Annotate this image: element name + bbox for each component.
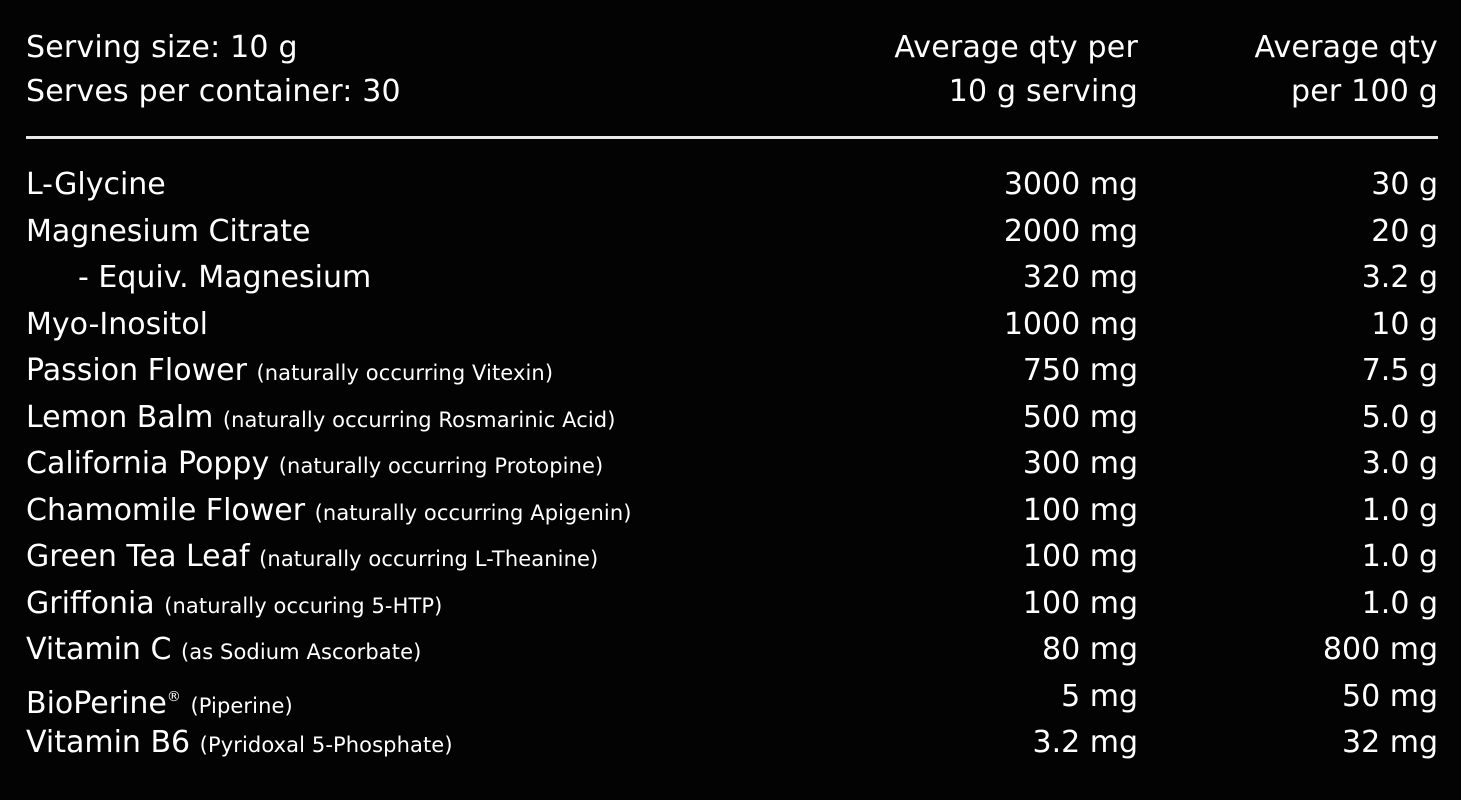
qty-per-serving: 320 mg <box>1022 260 1138 295</box>
column-header-per-100g: Average qty per 100 g <box>1254 30 1438 109</box>
ingredient-name: Myo-Inositol <box>26 306 209 342</box>
qty-per-100g: 800 mg <box>1322 632 1438 667</box>
ingredient-note: (as Sodium Ascorbate) <box>180 640 422 664</box>
table-row <box>26 441 1438 488</box>
qty-per-100g: 32 mg <box>1342 725 1438 760</box>
qty-per-100g: 7.5 g <box>1361 353 1438 388</box>
qty-per-100g: 10 g <box>1371 306 1438 342</box>
qty-per-serving: 2000 mg <box>1003 213 1138 249</box>
table-row <box>26 627 1438 674</box>
qty-per-serving: 1000 mg <box>1003 306 1138 342</box>
qty-per-100g: 3.0 g <box>1361 446 1438 481</box>
qty-per-100g: 1.0 g <box>1361 492 1438 528</box>
ingredient-name: Lemon Balm (naturally occurring Rosmarinic Acid) <box>26 399 616 435</box>
table-row <box>26 720 1438 767</box>
qty-per-100g: 5.0 g <box>1361 399 1438 435</box>
table-row <box>26 209 1438 256</box>
table-row <box>26 534 1438 581</box>
panel-header <box>26 26 1438 122</box>
qty-per-100g: 30 g <box>1371 167 1438 202</box>
qty-per-100g: 20 g <box>1371 213 1438 249</box>
ingredient-note: (naturally occurring Protopine) <box>278 454 604 478</box>
qty-per-100g: 3.2 g <box>1361 260 1438 295</box>
ingredient-note: (naturally occurring L-Theanine) <box>259 547 599 571</box>
table-row <box>26 674 1438 721</box>
header-divider <box>26 136 1438 139</box>
ingredient-note: (Piperine) <box>190 693 293 718</box>
ingredient-name: California Poppy (naturally occurring Protopine) <box>26 446 604 481</box>
serving-size: Serving size: 10 g <box>26 30 298 65</box>
serves-per-container: Serves per container: 30 <box>26 74 401 109</box>
ingredient-note: (naturally occuring 5-HTP) <box>164 593 443 618</box>
ingredient-name: L-Glycine <box>26 167 166 202</box>
ingredient-name: Magnesium Citrate <box>26 213 311 249</box>
ingredient-note: (naturally occurring Rosmarinic Acid) <box>222 407 616 432</box>
table-row <box>26 255 1438 302</box>
table-row <box>26 581 1438 628</box>
qty-per-100g: 50 mg <box>1342 678 1438 714</box>
qty-per-serving: 100 mg <box>1022 539 1138 574</box>
ingredient-name: Chamomile Flower (naturally occurring Apigenin) <box>26 492 632 528</box>
qty-per-serving: 3000 mg <box>1003 167 1138 202</box>
qty-per-serving: 80 mg <box>1042 632 1138 667</box>
table-row <box>26 302 1438 349</box>
ingredient-name: Passion Flower (naturally occurring Vitexin) <box>26 353 554 388</box>
qty-per-serving: 5 mg <box>1061 678 1138 714</box>
qty-per-100g: 1.0 g <box>1361 539 1438 574</box>
qty-per-serving: 100 mg <box>1022 585 1138 621</box>
table-row <box>26 162 1438 209</box>
ingredient-note: (naturally occurring Apigenin) <box>314 500 632 525</box>
ingredient-note: (Pyridoxal 5-Phosphate) <box>199 733 453 757</box>
ingredient-note: (naturally occurring Vitexin) <box>256 361 554 385</box>
ingredient-name: - Equiv. Magnesium <box>78 260 372 295</box>
ingredient-name: Griffonia (naturally occuring 5-HTP) <box>26 585 443 621</box>
qty-per-serving: 300 mg <box>1022 446 1138 481</box>
qty-per-serving: 750 mg <box>1022 353 1138 388</box>
table-row <box>26 395 1438 442</box>
qty-per-serving: 500 mg <box>1022 399 1138 435</box>
ingredient-name: BioPerine® (Piperine) <box>26 685 293 721</box>
table-row <box>26 348 1438 395</box>
serving-info <box>26 26 401 114</box>
column-header-per-serving: Average qty per 10 g serving <box>894 30 1138 109</box>
registered-mark: ® <box>166 688 181 705</box>
ingredient-name: Vitamin C (as Sodium Ascorbate) <box>26 632 422 667</box>
ingredient-name: Vitamin B6 (Pyridoxal 5-Phosphate) <box>26 725 453 760</box>
ingredient-list <box>26 162 1438 767</box>
qty-per-100g: 1.0 g <box>1361 585 1438 621</box>
qty-per-serving: 3.2 mg <box>1032 725 1138 760</box>
qty-per-serving: 100 mg <box>1022 492 1138 528</box>
ingredient-name: Green Tea Leaf (naturally occurring L-Theanine) <box>26 539 599 574</box>
table-row <box>26 488 1438 535</box>
